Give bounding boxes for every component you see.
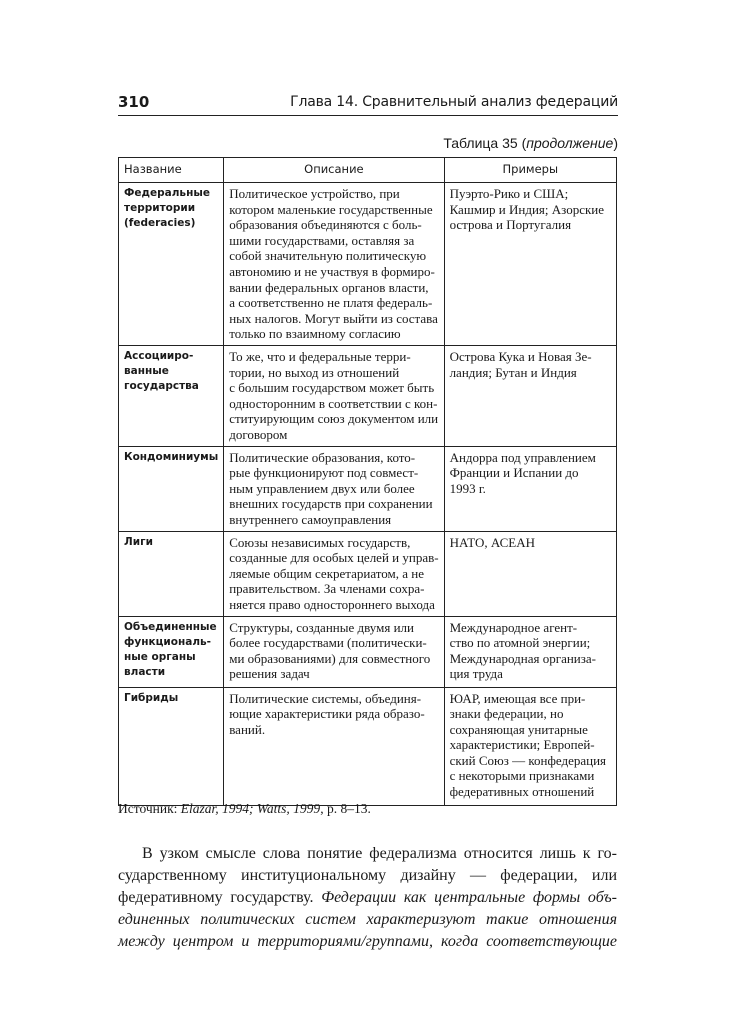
description-line: Политическое устройство, при	[229, 186, 400, 201]
description-line: внутреннего самоуправления	[229, 511, 392, 527]
table-row	[119, 183, 617, 346]
row-name	[119, 531, 224, 616]
description-line: более государствами (политически-	[229, 635, 427, 651]
row-name	[119, 616, 224, 687]
paragraph-emphasis: единенных политических систем характеризуют такие отношения	[118, 911, 617, 928]
paragraph-line	[118, 887, 617, 909]
description-line: ным управлением двух или более	[229, 480, 415, 496]
table-row	[119, 531, 617, 616]
description-line: То же, что и федеральные терри-	[229, 348, 411, 364]
example-line: ство по атомной энергии;	[449, 635, 591, 651]
example-line: Пуэрто-Рико и США;	[449, 186, 569, 201]
example-line: с некоторыми признаками	[449, 768, 595, 784]
table-caption-prefix: Таблица 35 (	[443, 135, 527, 151]
description-line: Структуры, созданные двумя или	[229, 619, 414, 635]
name-line: власти	[124, 665, 166, 678]
name-line: ные органы	[124, 650, 196, 663]
example-line: Острова Кука и Новая Зе-	[449, 348, 592, 364]
description-line: решения задач	[229, 666, 310, 682]
row-name	[119, 687, 224, 805]
name-line: территории	[124, 202, 196, 214]
row-description	[224, 531, 444, 616]
row-examples	[444, 183, 616, 346]
name-line: Федеральные	[124, 187, 210, 199]
description-line: ституирующим союз документом или	[229, 411, 439, 427]
description-line: няется право одностороннего выхода	[229, 596, 435, 612]
description-line: ми образованиями) для совместного	[229, 650, 431, 666]
row-examples	[444, 687, 616, 805]
description-line: ющие характеристики ряда образо-	[229, 706, 425, 722]
body-paragraph	[118, 843, 617, 953]
name-line: государства	[124, 379, 199, 392]
table-row	[119, 345, 617, 446]
table-row	[119, 446, 617, 531]
description-line: а соответственно не платя федераль-	[229, 295, 433, 311]
name-line: Лиги	[124, 535, 153, 548]
chapter-title: Глава 14. Сравнительный анализ федераций	[290, 94, 618, 110]
description-line: созданные для особых целей и управ-	[229, 550, 439, 566]
name-line: Объединенные	[124, 620, 217, 633]
paragraph-emphasis: между центром и территориями/группами, когда соответствующие	[118, 933, 617, 950]
paragraph-line: В узком смысле слова понятие федерализма относится лишь к го-	[142, 845, 617, 862]
running-header	[118, 91, 618, 116]
name-line: (federacies)	[124, 217, 196, 229]
table-caption-continued: продолжение	[526, 135, 614, 151]
federation-types-table	[118, 157, 617, 806]
example-line: Франции и Испании до	[449, 465, 579, 481]
example-line: ЮАР, имеющая все при-	[449, 690, 586, 706]
example-line: Международная организа-	[449, 650, 596, 666]
paragraph-text: федеративному государству.	[118, 889, 322, 906]
name-line: Ассоцииро-	[124, 349, 194, 362]
description-line: котором маленькие государственные	[229, 201, 433, 217]
header-description: Описание	[224, 158, 444, 183]
row-description	[224, 616, 444, 687]
description-line: образования объединяются с боль-	[229, 217, 422, 233]
name-line: функциональ-	[124, 635, 212, 648]
example-line: сохраняющая унитарные	[449, 721, 588, 737]
description-line: ных налогов. Могут выйти из состава	[229, 310, 438, 326]
description-line: вании федеральных органов власти,	[229, 279, 429, 295]
table-header-row	[119, 158, 617, 183]
row-name	[119, 183, 224, 346]
paragraph-line	[118, 931, 617, 953]
row-description	[224, 446, 444, 531]
row-name	[119, 446, 224, 531]
description-line: автономию и не участвуя в формиро-	[229, 263, 435, 279]
name-line: Гибриды	[124, 691, 179, 704]
description-line: внешних государств при сохранении	[229, 496, 433, 512]
table-caption	[443, 135, 618, 151]
row-examples	[444, 531, 616, 616]
description-line: шими государствами, оставляя за	[229, 232, 415, 248]
header-examples: Примеры	[444, 158, 616, 183]
row-examples	[444, 446, 616, 531]
description-line: правительством. За членами сохра-	[229, 581, 425, 597]
example-line: 1993 г.	[449, 480, 486, 496]
table-row	[119, 687, 617, 805]
description-line: Союзы независимых государств,	[229, 534, 411, 550]
paragraph-emphasis: Федерации как центральные формы объ-	[321, 889, 617, 906]
description-line: только по взаимному согласию	[229, 326, 401, 342]
row-description	[224, 345, 444, 446]
row-description	[224, 183, 444, 346]
example-line: острова и Португалия	[449, 217, 572, 233]
example-line: знаки федерации, но	[449, 706, 564, 722]
example-line: НАТО, АСЕАН	[449, 534, 535, 550]
page-number: 310	[118, 93, 150, 111]
name-line: Кондоминиумы	[124, 450, 219, 463]
description-line: Политические системы, объединя-	[229, 690, 422, 706]
table-row	[119, 616, 617, 687]
description-line: договором	[229, 426, 288, 442]
example-line: ский Союз — конфедерация	[449, 752, 607, 768]
example-line: ция труда	[449, 666, 503, 682]
description-line: тории, но выход из отношений	[229, 364, 400, 380]
row-examples	[444, 345, 616, 446]
paragraph-line: сударственному институциональному дизайну — федерации, или	[118, 867, 617, 884]
row-name	[119, 345, 224, 446]
table-caption-suffix: )	[613, 135, 618, 151]
description-line: собой значительную политическую	[229, 248, 427, 264]
example-line: Андорра под управлением	[449, 449, 596, 465]
example-line: характеристики; Европей-	[449, 737, 595, 753]
example-line: Международное агент-	[449, 619, 578, 635]
source-prefix: Источник:	[118, 801, 181, 816]
source-references: Elazar, 1994; Watts, 1999	[180, 801, 321, 816]
example-line: федеративных отношений	[449, 784, 595, 800]
description-line: ляемые общим секретариатом, а не	[229, 565, 425, 581]
paragraph-line	[118, 909, 617, 931]
description-line: односторонним в соответствии с кон-	[229, 395, 438, 411]
example-line: ландия; Бутан и Индия	[449, 364, 577, 380]
description-line: ваний.	[229, 721, 266, 737]
header-name: Название	[119, 158, 224, 183]
name-line: ванные	[124, 364, 169, 377]
row-description	[224, 687, 444, 805]
example-line: Кашмир и Индия; Азорские	[449, 201, 605, 217]
row-examples	[444, 616, 616, 687]
description-line: с большим государством может быть	[229, 380, 435, 396]
table-source-note	[118, 801, 371, 817]
description-line: Политические образования, кото-	[229, 449, 416, 465]
source-suffix: , р. 8–13.	[320, 801, 371, 816]
description-line: рые функционируют под совмест-	[229, 465, 419, 481]
